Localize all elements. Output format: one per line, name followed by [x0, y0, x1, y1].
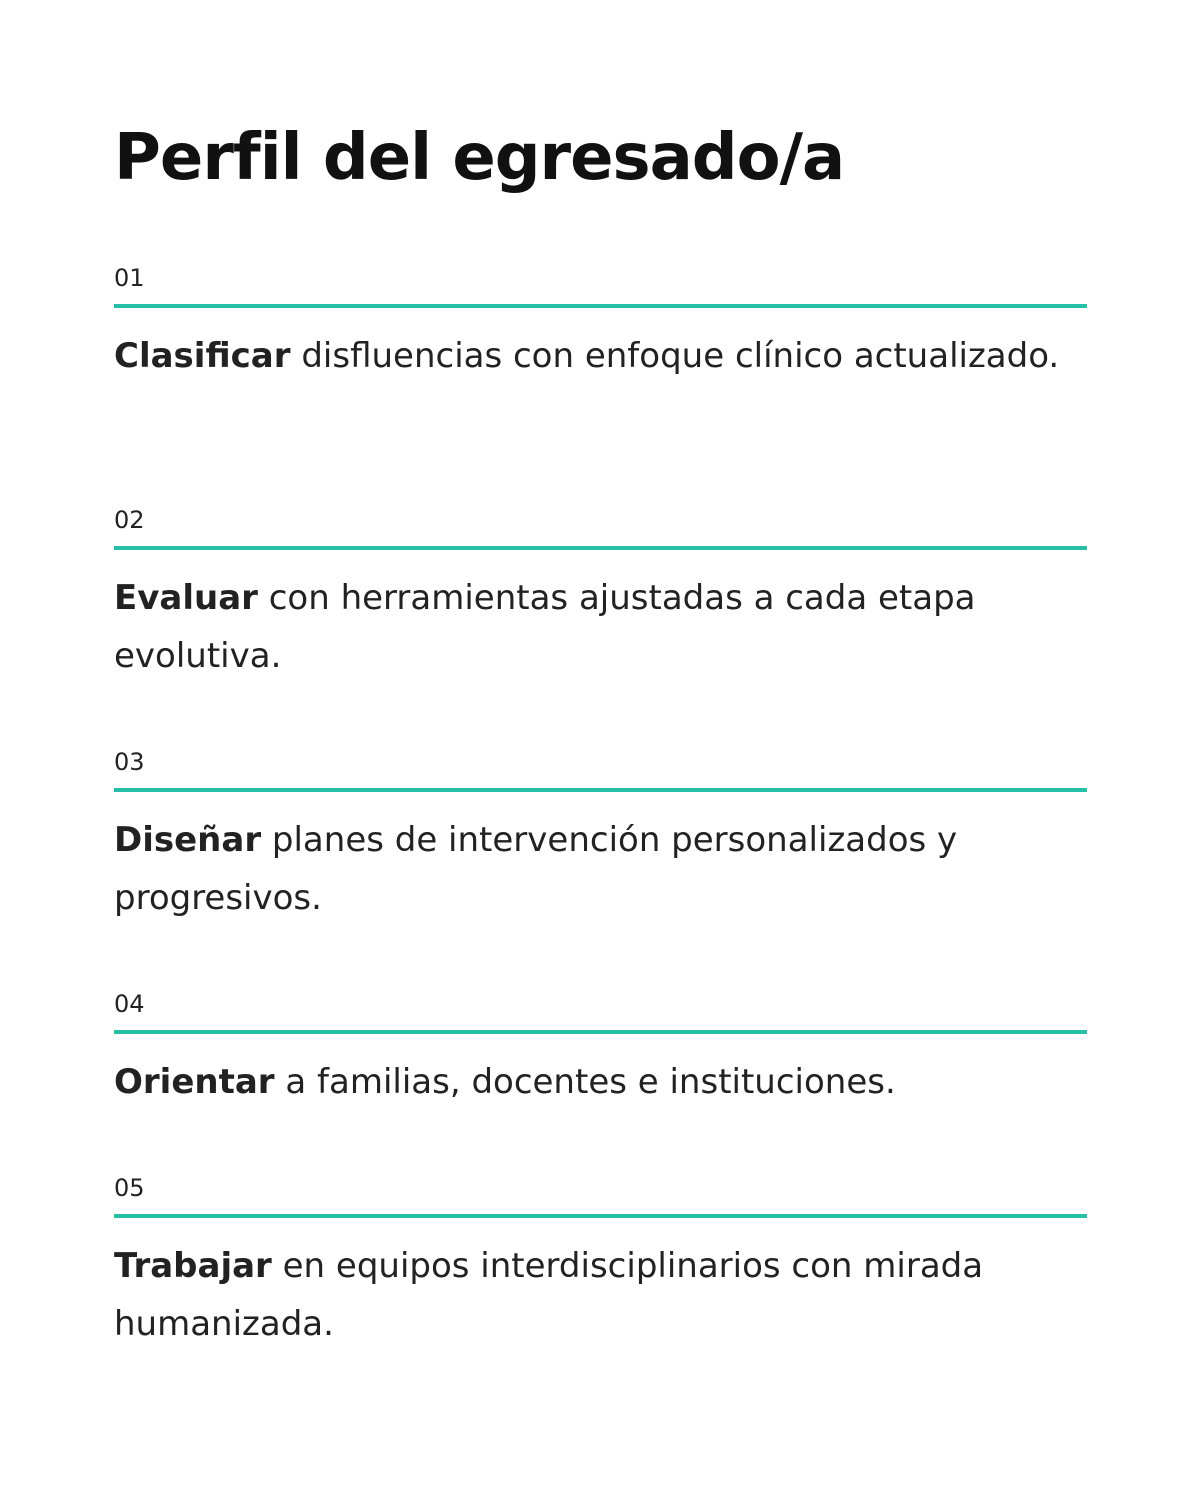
- item-keyword: Diseñar: [114, 820, 262, 860]
- item-text: [114, 327, 1074, 385]
- item-description: a familias, docentes e instituciones.: [274, 1062, 896, 1102]
- item-divider: [114, 546, 1087, 550]
- item-keyword: Orientar: [114, 1062, 275, 1102]
- item-description: planes de intervención personalizados y progresivos.: [114, 820, 958, 918]
- item-text: [114, 569, 1074, 685]
- item-text: [114, 1053, 1074, 1111]
- item-keyword: Trabajar: [114, 1246, 272, 1286]
- item-divider: [114, 1214, 1087, 1218]
- item-divider: [114, 1030, 1087, 1034]
- item-number: 03: [114, 748, 145, 776]
- item-number: 01: [114, 264, 145, 292]
- item-divider: [114, 788, 1087, 792]
- item-description: disfluencias con enfoque clínico actualizado.: [290, 336, 1060, 376]
- item-number: 04: [114, 990, 145, 1018]
- item-text: [114, 1237, 1074, 1353]
- item-number: 05: [114, 1174, 145, 1202]
- item-description: con herramientas ajustadas a cada etapa evolutiva.: [114, 578, 976, 676]
- item-keyword: Clasificar: [114, 336, 291, 376]
- item-divider: [114, 304, 1087, 308]
- item-text: [114, 811, 1074, 927]
- page-title: Perfil del egresado/a: [114, 121, 845, 195]
- item-keyword: Evaluar: [114, 578, 258, 618]
- item-description: en equipos interdisciplinarios con mirada humanizada.: [114, 1246, 984, 1344]
- item-number: 02: [114, 506, 145, 534]
